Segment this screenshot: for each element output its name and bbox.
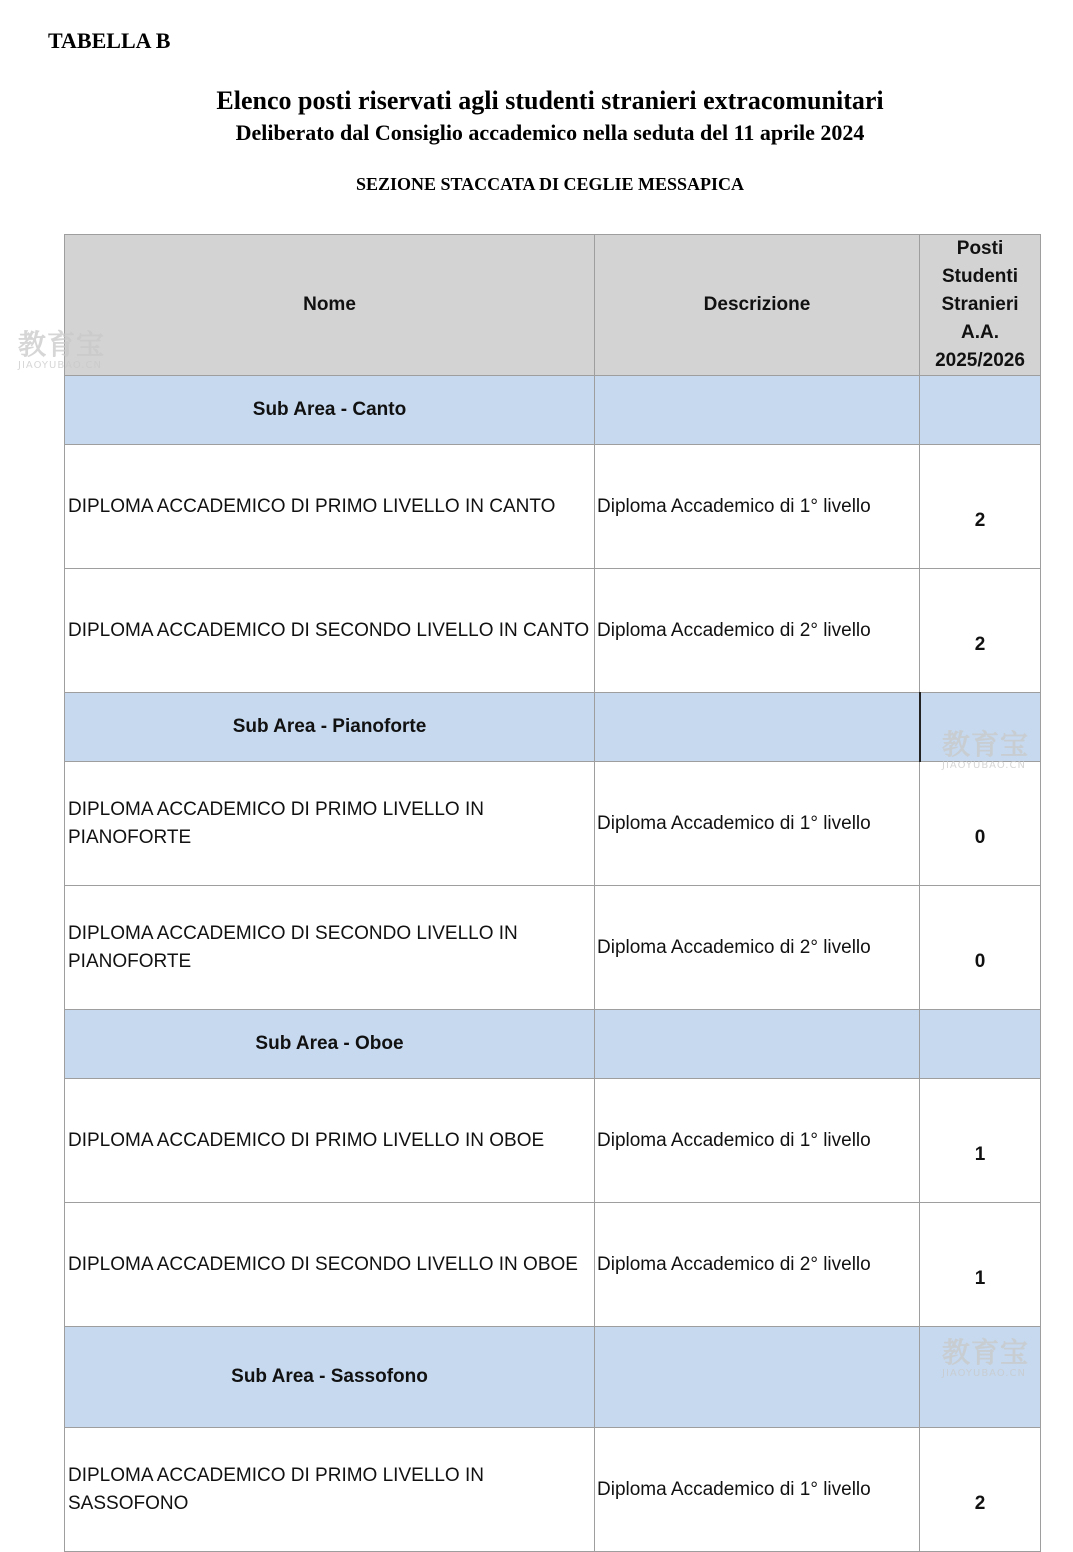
table-row — [65, 886, 1041, 1010]
table-header-row — [65, 235, 1041, 376]
table-row — [65, 569, 1041, 693]
cell-posti: 2 — [920, 569, 1041, 693]
watermark-domain: JIAOYUBAO.CN — [18, 360, 102, 371]
cell-posti: 1 — [920, 1203, 1041, 1327]
column-header-descrizione: Descrizione — [595, 235, 920, 376]
cell-posti: 0 — [920, 762, 1041, 886]
table-row — [65, 1203, 1041, 1327]
table-tag: TABELLA B — [48, 28, 171, 53]
document-subtitle: Deliberato dal Consiglio accademico nella seduta del 11 aprile 2024 — [235, 120, 865, 145]
table-row — [65, 762, 1041, 886]
cell-posti: 0 — [920, 886, 1041, 1010]
subarea-label: Sub Area - Oboe — [65, 1010, 595, 1079]
table-row — [65, 445, 1041, 569]
subarea-label: Sub Area - Pianoforte — [65, 693, 595, 762]
watermark-logo — [942, 730, 1029, 771]
cell-posti: 2 — [920, 1428, 1041, 1552]
column-header-posti: Posti Studenti Stranieri A.A. 2025/2026 — [920, 235, 1041, 376]
cell-descrizione: Diploma Accademico di 1° livello — [595, 1079, 920, 1203]
table-row — [65, 1428, 1041, 1552]
cell-nome: DIPLOMA ACCADEMICO DI SECONDO LIVELLO IN PIANOFORTE — [65, 886, 595, 1010]
subarea-row-pianoforte — [65, 693, 1041, 762]
watermark-logo — [942, 1338, 1029, 1379]
cell-posti: 2 — [920, 445, 1041, 569]
cell-nome: DIPLOMA ACCADEMICO DI PRIMO LIVELLO IN OBOE — [65, 1079, 595, 1203]
section-heading: SEZIONE STACCATA DI CEGLIE MESSAPICA — [355, 174, 745, 194]
cell-nome: DIPLOMA ACCADEMICO DI PRIMO LIVELLO IN CANTO — [65, 445, 595, 569]
subarea-label: Sub Area - Sassofono — [65, 1327, 595, 1428]
cell-descrizione: Diploma Accademico di 2° livello — [595, 569, 920, 693]
column-header-nome: Nome — [65, 235, 595, 376]
cell-descrizione: Diploma Accademico di 1° livello — [595, 445, 920, 569]
cell-descrizione: Diploma Accademico di 2° livello — [595, 1203, 920, 1327]
subarea-row-oboe — [65, 1010, 1041, 1079]
watermark-brand: 教育宝 — [942, 728, 1030, 761]
cell-descrizione: Diploma Accademico di 1° livello — [595, 1428, 920, 1552]
subarea-label: Sub Area - Canto — [65, 376, 595, 445]
table-row — [65, 1079, 1041, 1203]
cell-nome: DIPLOMA ACCADEMICO DI PRIMO LIVELLO IN SASSOFONO — [65, 1428, 595, 1552]
watermark-brand: 教育宝 — [942, 1336, 1030, 1369]
subarea-row-canto — [65, 376, 1041, 445]
watermark-domain: JIAOYUBAO.CN — [942, 1368, 1026, 1379]
watermark-brand: 教育宝 — [18, 328, 106, 361]
watermark-logo — [18, 330, 105, 371]
cell-nome: DIPLOMA ACCADEMICO DI SECONDO LIVELLO IN OBOE — [65, 1203, 595, 1327]
cell-posti: 1 — [920, 1079, 1041, 1203]
cell-descrizione: Diploma Accademico di 1° livello — [595, 762, 920, 886]
document-title: Elenco posti riservati agli studenti stranieri extracomunitari — [216, 86, 884, 115]
cell-nome: DIPLOMA ACCADEMICO DI PRIMO LIVELLO IN PIANOFORTE — [65, 762, 595, 886]
cell-descrizione: Diploma Accademico di 2° livello — [595, 886, 920, 1010]
watermark-domain: JIAOYUBAO.CN — [942, 760, 1026, 771]
cell-nome: DIPLOMA ACCADEMICO DI SECONDO LIVELLO IN CANTO — [65, 569, 595, 693]
subarea-row-sassofono — [65, 1327, 1041, 1428]
posti-table — [64, 234, 1041, 1552]
